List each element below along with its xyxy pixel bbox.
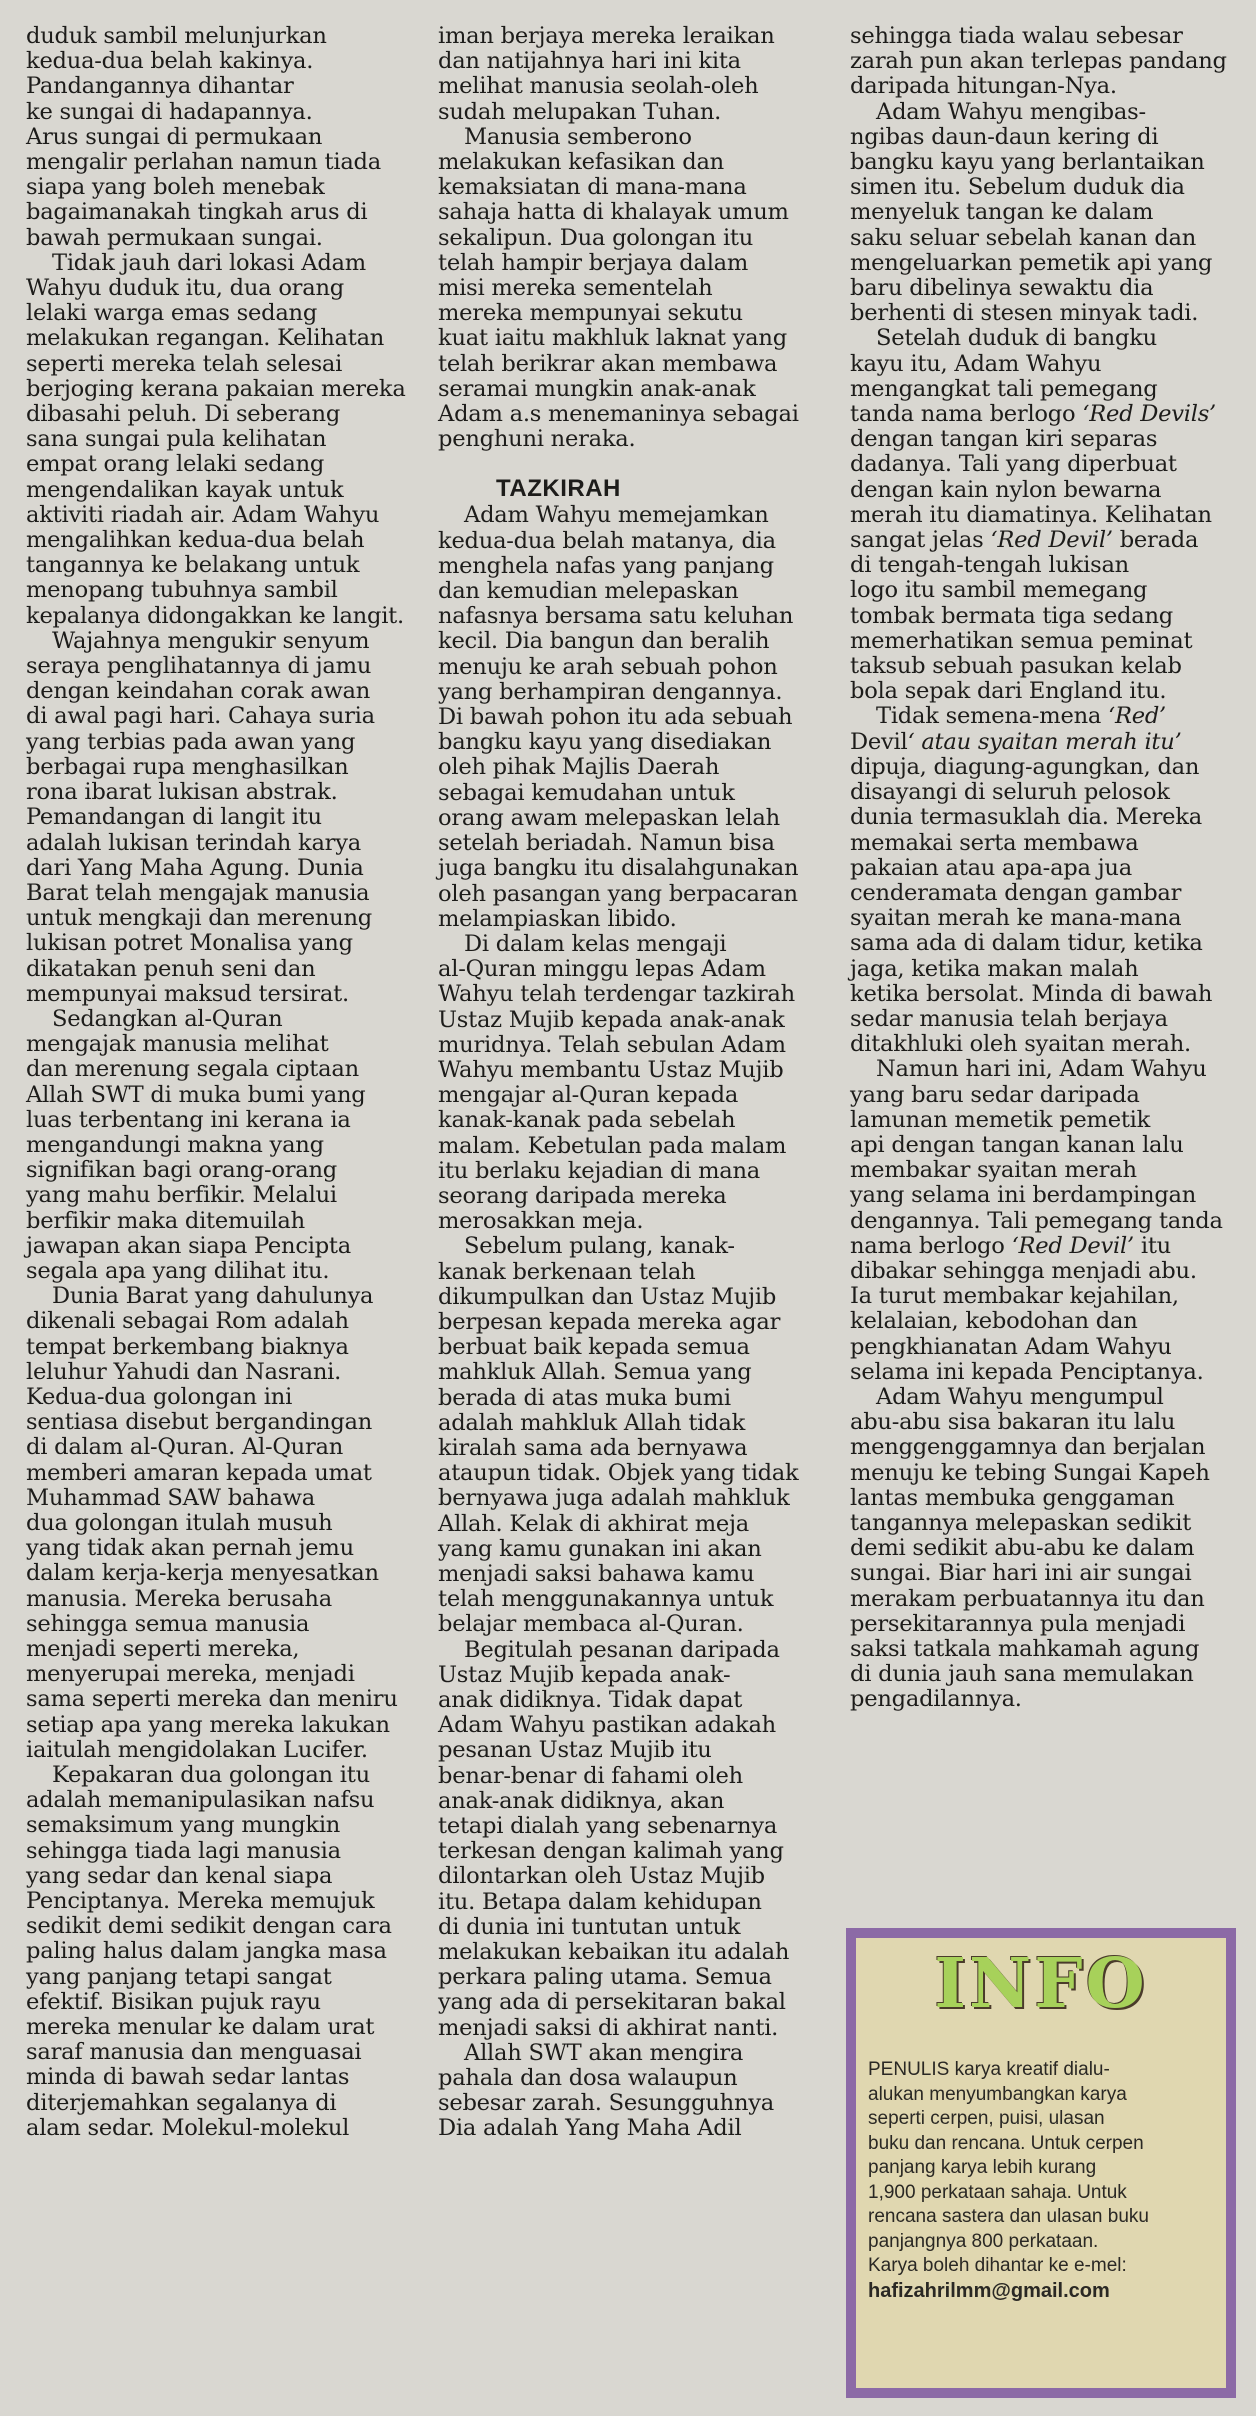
text-line: merakam perbuatannya itu dan	[850, 1585, 1205, 1612]
text-line: berfikir maka ditemuilah	[26, 1207, 305, 1234]
text-line: kedua-dua belah kakinya.	[26, 48, 314, 75]
text-line: zarah pun akan terlepas pandang	[850, 48, 1227, 75]
text-line: kecil. Dia bangun dan beralih	[438, 628, 770, 655]
text-line: anak-anak didiknya, akan	[438, 1787, 725, 1814]
text-line: tetapi dialah yang sebenarnya	[438, 1813, 778, 1840]
info-line: seperti cerpen, puisi, ulasan	[868, 2108, 1105, 2129]
text-line: Wahyu telah terdengar tazkirah	[438, 981, 795, 1008]
text-line: Sebelum pulang, kanak-	[464, 1233, 735, 1260]
text-line: ditakhluki oleh syaitan merah.	[850, 1031, 1191, 1058]
text-line: lelaki warga emas sedang	[26, 300, 318, 327]
text-line: melampiaskan libido.	[438, 905, 677, 932]
text-line: telah hampir berjaya dalam	[438, 249, 749, 276]
text-line: mereka menular ke dalam urat	[26, 2014, 375, 2041]
text-line: Allah SWT di muka bumi yang	[26, 1081, 366, 1108]
text-line: menuju ke arah sebuah pohon	[438, 653, 778, 680]
text-line: bawah permukaan sungai.	[26, 224, 323, 251]
text-line: persekitarannya pula menjadi	[850, 1610, 1186, 1637]
text-line: dikumpulkan dan Ustaz Mujib	[438, 1283, 777, 1310]
text-line: memerhatikan semua peminat	[850, 627, 1193, 654]
text-line: bangku kayu yang berlantaikan	[850, 149, 1205, 176]
text-line: telah berikrar akan membawa	[438, 350, 778, 377]
text-line: pengkhianatan Adam Wahyu	[850, 1333, 1172, 1360]
text-line: yang sedar dan kenal siapa	[26, 1862, 333, 1889]
text-line: tanda nama berlogo ‘Red Devils’	[850, 401, 1216, 428]
text-line: mengalir perlahan namun tiada	[26, 149, 381, 176]
column-2-bottom	[438, 503, 804, 2141]
text-line: muridnya. Telah sebulan Adam	[438, 1031, 786, 1058]
text-line: melakukan regangan. Kelihatan	[26, 325, 385, 352]
text-line: menuju ke tebing Sungai Kapeh	[850, 1459, 1210, 1486]
text-line: merah itu diamatinya. Kelihatan	[850, 501, 1212, 528]
text-line: adalah memanipulasikan nafsu	[26, 1787, 375, 1814]
text-line: seperti mereka telah selesai	[26, 350, 343, 377]
text-line: Di dalam kelas mengaji	[464, 930, 727, 957]
text-line: pesanan Ustaz Mujib itu	[438, 1737, 712, 1764]
text-line: adalah lukisan terindah karya	[26, 829, 361, 856]
text-line: mengajak manusia melihat	[26, 1031, 329, 1058]
article-column-1	[26, 23, 406, 2141]
text-line: itu berlaku kejadian di mana	[438, 1157, 761, 1184]
text-line: merosakkan meja.	[438, 1208, 644, 1235]
text-line: sehingga tiada lagi manusia	[26, 1837, 341, 1864]
text-line: nama berlogo ‘Red Devil’ itu	[850, 1232, 1171, 1259]
text-line: membakar syaitan merah	[850, 1157, 1137, 1184]
text-line: cenderamata dengan gambar	[850, 879, 1182, 906]
text-line: Namun hari ini, Adam Wahyu	[876, 1056, 1207, 1083]
text-line: Manusia semberono	[464, 123, 692, 150]
text-line: rona ibarat lukisan abstrak.	[26, 779, 338, 806]
text-line: dan kemudian melepaskan	[438, 578, 739, 605]
text-line: kanak berkenaan telah	[438, 1258, 696, 1285]
text-line: menjadi seperti mereka,	[26, 1636, 300, 1662]
text-line: alam sedar. Molekul-molekul	[26, 2114, 350, 2141]
paragraph	[850, 704, 1230, 1057]
text-line: Dunia Barat yang dahulunya	[52, 1283, 374, 1310]
text-line: semaksimum yang mungkin	[26, 1812, 341, 1839]
text-line: Adam Wahyu pastikan adakah	[438, 1712, 776, 1739]
text-line: benar-benar di fahami oleh	[438, 1762, 743, 1789]
text-line: yang panjang tetapi sangat	[26, 1963, 332, 1990]
text-line: Tidak jauh dari lokasi Adam	[52, 249, 366, 276]
text-line: kuat iaitu makhluk laknat yang	[438, 325, 787, 352]
text-line: tombak bermata tiga sedang	[850, 602, 1174, 629]
text-line: duduk sambil melunjurkan	[26, 23, 327, 49]
text-line: saraf manusia dan menguasai	[26, 2039, 362, 2066]
text-line: ketika bersolat. Minda di bawah	[850, 980, 1213, 1007]
text-line: belajar membaca al-Quran.	[438, 1611, 744, 1638]
text-line: yang kamu gunakan ini akan	[438, 1535, 762, 1562]
text-line: mengangkat tali pemegang	[850, 375, 1158, 402]
text-line: tempat berkembang biaknya	[26, 1333, 349, 1360]
text-line: dari Yang Maha Agung. Dunia	[26, 854, 364, 881]
text-line: ngibas daun-daun kering di	[850, 123, 1159, 150]
info-title: INFO	[934, 1944, 1148, 2024]
text-line: berada di atas muka bumi	[438, 1384, 731, 1411]
text-line: baru dibelinya sewaktu dia	[850, 275, 1154, 302]
text-line: berpesan kepada mereka agar	[438, 1308, 781, 1335]
text-line: penghuni neraka.	[438, 426, 636, 453]
text-line: dalam kerja-kerja menyesatkan	[26, 1560, 379, 1587]
text-line: mengendalikan kayak untuk	[26, 476, 344, 503]
info-line: panjangnya 800 perkataan.	[868, 2230, 1099, 2252]
text-line: lamunan memetik pemetik	[850, 1106, 1151, 1133]
text-line: oleh pasangan yang berpacaran	[438, 880, 798, 907]
text-line: minda di bawah sedar lantas	[26, 2064, 350, 2091]
text-line: sehingga tiada walau sebesar	[850, 23, 1183, 49]
text-line: pakaian atau apa-apa jua	[850, 854, 1132, 881]
text-line: siapa yang boleh menebak	[26, 174, 325, 201]
text-line: efektif. Bisikan pujuk rayu	[26, 1988, 321, 2015]
text-line: sama ada di dalam tidur, ketika	[850, 930, 1203, 957]
text-line: berjoging kerana pakaian mereka	[26, 375, 406, 402]
text-line: jawapan akan siapa Pencipta	[26, 1232, 351, 1259]
paragraph	[850, 24, 1230, 100]
text-line: sebagai kemudahan untuk	[438, 779, 735, 806]
text-line: mengalihkan kedua-dua belah	[26, 527, 365, 554]
text-line: saksi tatkala mahkamah agung	[850, 1636, 1200, 1662]
column-2-top	[438, 24, 804, 452]
text-line: sekalipun. Dua golongan itu	[438, 224, 754, 251]
text-line: iman berjaya mereka leraikan	[438, 23, 775, 49]
info-line: alukan menyumbangkan karya	[868, 2083, 1127, 2105]
text-line: aktiviti riadah air. Adam Wahyu	[26, 501, 380, 528]
text-line: segala apa yang dilihat itu.	[26, 1257, 330, 1284]
text-line: yang ada di persekitaran bakal	[438, 1989, 786, 2016]
text-line: kayu itu, Adam Wahyu	[850, 350, 1102, 377]
paragraph	[26, 1007, 398, 1284]
text-line: Ustaz Mujib kepada anak-anak	[438, 1006, 785, 1033]
text-line: malam. Kebetulan pada malam	[438, 1132, 787, 1159]
text-line: menyerupai mereka, menjadi	[26, 1661, 355, 1688]
text-line: Adam Wahyu memejamkan	[464, 502, 769, 529]
text-line: Adam a.s menemaninya sebagai	[438, 401, 799, 428]
text-line: simen itu. Sebelum duduk dia	[850, 174, 1185, 201]
paragraph	[26, 629, 398, 1007]
text-line: sedar manusia telah berjaya	[850, 1005, 1168, 1032]
paragraph	[26, 1763, 398, 2141]
text-line: di dunia jauh sana memulakan	[850, 1661, 1194, 1688]
text-line: itu. Betapa dalam kehidupan	[438, 1888, 762, 1915]
text-line: syaitan merah ke mana-mana	[850, 905, 1182, 932]
text-line: Kepakaran dua golongan itu	[52, 1762, 370, 1789]
text-line: dua golongan itulah musuh	[26, 1509, 333, 1536]
info-line: rencana sastera dan ulasan buku	[868, 2206, 1149, 2227]
text-line: menopang tubuhnya sambil	[26, 577, 338, 604]
text-line: di tengah-tengah lukisan	[850, 552, 1129, 579]
text-line: misi mereka sementelah	[438, 275, 713, 302]
text-line: memakai serta membawa	[850, 829, 1139, 856]
text-line: signifikan bagi orang-orang	[26, 1157, 338, 1184]
text-line: setiap apa yang mereka lakukan	[26, 1711, 390, 1738]
paragraph	[438, 932, 804, 1234]
text-line: yang berhampiran dengannya.	[438, 678, 783, 705]
text-line: dibasahi peluh. Di seberang	[26, 401, 341, 428]
text-line: dan natijahnya hari ini kita	[438, 48, 741, 75]
text-line: api dengan tangan kanan lalu	[850, 1131, 1184, 1158]
paragraph	[850, 1385, 1230, 1713]
text-line: telah menggunakannya untuk	[438, 1586, 774, 1613]
text-line: dikenali sebagai Rom adalah	[26, 1308, 349, 1335]
text-line: tangannya ke belakang untuk	[26, 552, 360, 579]
text-line: Pemandangan di langit itu	[26, 804, 322, 831]
text-line: paling halus dalam jangka masa	[26, 1938, 387, 1965]
text-line: Di bawah pohon itu ada sebuah	[438, 704, 793, 731]
text-line: berhenti di stesen minyak tadi.	[850, 300, 1199, 327]
text-line: menjadi saksi bahawa kamu	[438, 1560, 755, 1587]
text-line: Pandangannya dihantar	[26, 73, 294, 100]
text-line: dan merenung segala ciptaan	[26, 1056, 359, 1083]
text-line: sungai. Biar hari ini air sungai	[850, 1560, 1192, 1587]
text-line: lukisan potret Monalisa yang	[26, 930, 353, 957]
text-line: disayangi di seluruh pelosok	[850, 779, 1170, 806]
info-box-inner	[856, 1938, 1226, 2388]
text-line: manusia. Mereka berusaha	[26, 1585, 332, 1612]
section-subheading: TAZKIRAH	[496, 475, 621, 503]
paragraph	[850, 1057, 1230, 1385]
text-line: yang tidak akan pernah jemu	[26, 1535, 354, 1562]
text-line: Kedua-dua golongan ini	[26, 1383, 293, 1410]
text-line: kepalanya didongakkan ke langit.	[26, 602, 404, 629]
info-body	[868, 2058, 1212, 2303]
text-line: diterjemahkan segalanya di	[26, 2089, 337, 2116]
text-line: leluhur Yahudi dan Nasrani.	[26, 1358, 342, 1385]
text-line: mengeluarkan pemetik api yang	[850, 249, 1213, 276]
text-line: Wahyu membantu Ustaz Mujib	[438, 1056, 784, 1083]
text-line: setelah beriadah. Namun bisa	[438, 830, 775, 857]
text-line: demi sedikit abu-abu ke dalam	[850, 1535, 1195, 1562]
text-line: Wajahnya mengukir senyum	[52, 627, 370, 654]
text-line: orang awam melepaskan lelah	[438, 804, 780, 831]
text-line: Setelah duduk di bangku	[876, 325, 1157, 352]
text-line: dilontarkan oleh Ustaz Mujib	[438, 1863, 765, 1890]
text-line: menjadi saksi di akhirat nanti.	[438, 2014, 779, 2041]
text-line: Arus sungai di permukaan	[26, 123, 323, 150]
text-line: Tidak semena-mena ‘Red’	[876, 703, 1166, 730]
text-line: seramai mungkin anak-anak	[438, 375, 756, 402]
paragraph	[438, 24, 804, 125]
text-line: memberi amaran kepada umat	[26, 1459, 372, 1486]
text-line: kemaksiatan di mana-mana	[438, 174, 747, 201]
text-line: empat orang lelaki sedang	[26, 451, 325, 478]
text-line: sangat jelas ‘Red Devil’ berada	[850, 527, 1199, 554]
text-line: yang mahu berfikir. Melalui	[26, 1182, 337, 1209]
text-line: berbagai rupa menghasilkan	[26, 753, 349, 780]
text-line: bernyawa juga adalah mahkluk	[438, 1485, 790, 1512]
text-line: selama ini kepada Penciptanya.	[850, 1358, 1204, 1385]
text-line: ke sungai di hadapannya.	[26, 98, 313, 125]
text-line: sama seperti mereka dan meniru	[26, 1686, 398, 1713]
text-line: di dunia ini tuntutan untuk	[438, 1913, 741, 1940]
text-line: oleh pihak Majlis Daerah	[438, 754, 720, 781]
text-line: Adam Wahyu mengumpul	[876, 1383, 1164, 1410]
text-line: saku seluar sebelah kanan dan	[850, 224, 1197, 251]
text-line: bangku kayu yang disediakan	[438, 729, 772, 756]
paragraph	[438, 2041, 804, 2142]
text-line: melihat manusia seolah-oleh	[438, 73, 759, 100]
info-line: Karya boleh dihantar ke e-mel:	[868, 2255, 1127, 2276]
paragraph	[26, 249, 406, 629]
text-line: logo itu sambil memegang	[850, 577, 1148, 604]
text-line: abu-abu sisa bakaran itu lalu	[850, 1409, 1176, 1436]
text-line: Ustaz Mujib kepada anak-	[438, 1661, 731, 1688]
info-line: panjang karya lebih kurang	[868, 2157, 1097, 2178]
text-line: nafasnya bersama satu keluhan	[438, 603, 794, 630]
text-line: yang terbias pada awan yang	[26, 728, 356, 755]
text-line: melakukan kebaikan itu adalah	[438, 1939, 790, 1966]
text-line: dadanya. Tali yang diperbuat	[850, 451, 1177, 478]
text-line: iaitulah mengidolakan Lucifer.	[26, 1736, 368, 1763]
paragraph	[26, 24, 398, 251]
text-line: daripada hitungan-Nya.	[850, 73, 1117, 100]
info-line: 1,900 perkataan sahaja. Untuk	[868, 2181, 1127, 2203]
text-line: sentiasa disebut bergandingan	[26, 1409, 373, 1436]
text-line: sehingga semua manusia	[26, 1610, 310, 1637]
text-line: Muhammad SAW bahawa	[26, 1484, 315, 1511]
text-line: di awal pagi hari. Cahaya suria	[26, 703, 375, 730]
text-line: mengandungi makna yang	[26, 1131, 324, 1158]
text-line: sedikit demi sedikit dengan cara	[26, 1913, 392, 1940]
text-line: melakukan kefasikan dan	[438, 149, 724, 176]
text-line: Sedangkan al-Quran	[52, 1005, 283, 1032]
text-line: dibakar sehingga menjadi abu.	[850, 1257, 1197, 1284]
text-line: Adam Wahyu mengibas-	[876, 98, 1146, 125]
text-line: ataupun tidak. Objek yang tidak	[438, 1460, 799, 1487]
text-line: dengan tangan kiri separas	[850, 426, 1158, 453]
text-line: menggenggamnya dan berjalan	[850, 1434, 1206, 1461]
paragraph	[850, 326, 1230, 704]
paragraph	[438, 503, 804, 931]
text-line: kanak-kanak pada sebelah	[438, 1107, 736, 1134]
text-line: kedua-dua belah matanya, dia	[438, 527, 776, 554]
text-line: kiralah sama ada bernyawa	[438, 1434, 748, 1461]
text-line: dipuja, diagung-agungkan, dan	[850, 753, 1200, 780]
text-line: Wahyu duduk itu, dua orang	[26, 275, 344, 302]
article-column-2	[438, 24, 804, 2142]
text-line: dikatakan penuh seni dan	[26, 955, 316, 982]
text-line: menghela nafas yang panjang	[438, 552, 774, 579]
text-line: dengannya. Tali pemegang tanda	[850, 1207, 1223, 1234]
text-line: mengajar al-Quran kepada	[438, 1082, 739, 1109]
text-line: mempunyai maksud tersirat.	[26, 980, 349, 1007]
text-line: mahkluk Allah. Semua yang	[438, 1359, 752, 1386]
text-line: Ia turut membakar kejahilan,	[850, 1283, 1179, 1310]
text-line: sudah melupakan Tuhan.	[438, 98, 722, 125]
text-line: yang baru sedar daripada	[850, 1081, 1140, 1108]
paragraph	[438, 125, 804, 453]
text-line: seraya penglihatannya di jamu	[26, 653, 372, 680]
text-line: untuk mengkaji dan merenung	[26, 905, 372, 932]
text-line: sebesar zarah. Sesungguhnya	[438, 2090, 775, 2117]
text-line: jaga, ketika makan malah	[850, 955, 1139, 982]
text-line: dengan keindahan corak awan	[26, 678, 371, 705]
text-line: adalah mahkluk Allah tidak	[438, 1409, 746, 1436]
text-line: Dia adalah Yang Maha Adil	[438, 2115, 742, 2142]
text-line: pengadilannya.	[850, 1686, 1022, 1713]
text-line: bagaimanakah tingkah arus di	[26, 199, 368, 226]
text-line: sana sungai pula kelihatan	[26, 426, 327, 453]
paragraph	[26, 1284, 398, 1763]
text-line: Allah. Kelak di akhirat meja	[438, 1510, 749, 1537]
text-line: pahala dan dosa walaupun	[438, 2065, 738, 2092]
text-line: dunia termasuklah dia. Mereka	[850, 804, 1202, 831]
paragraph	[438, 1638, 804, 2041]
paragraph	[850, 100, 1230, 327]
text-line: berbuat baik kepada semua	[438, 1334, 750, 1361]
article-column-3	[850, 24, 1230, 1713]
text-line: al-Quran minggu lepas Adam	[438, 956, 766, 983]
text-line: sahaja hatta di khalayak umum	[438, 199, 789, 226]
text-line: juga bangku itu disalahgunakan	[438, 855, 799, 882]
info-text	[868, 2058, 1212, 2279]
text-line: Devil‘ atau syaitan merah itu’	[850, 728, 1182, 755]
text-line: kelalaian, kebodohan dan	[850, 1308, 1138, 1335]
text-line: lantas membuka genggaman	[850, 1484, 1175, 1511]
text-line: dengan kain nylon bewarna	[850, 476, 1162, 503]
text-line: Penciptanya. Mereka memujuk	[26, 1888, 375, 1915]
text-line: luas terbentang ini kerana ia	[26, 1106, 351, 1133]
info-line: PENULIS karya kreatif dialu-	[868, 2059, 1110, 2080]
text-line: di dalam al-Quran. Al-Quran	[26, 1434, 344, 1461]
text-line: Barat telah mengajak manusia	[26, 879, 370, 906]
text-line: taksub sebuah pasukan kelab	[850, 653, 1182, 680]
text-line: yang selama ini berdampingan	[850, 1182, 1197, 1209]
text-line: Begitulah pesanan daripada	[464, 1636, 780, 1663]
info-email-link[interactable]: hafizahrilmm@gmail.com	[868, 2279, 1110, 2302]
text-line: anak didiknya. Tidak dapat	[438, 1687, 743, 1713]
paragraph	[438, 1234, 804, 1637]
text-line: Allah SWT akan mengira	[464, 2039, 744, 2066]
text-line: terkesan dengan kalimah yang	[438, 1838, 784, 1865]
info-line: buku dan rencana. Untuk cerpen	[868, 2132, 1144, 2154]
text-line: mereka mempunyai sekutu	[438, 300, 743, 327]
text-line: menyeluk tangan ke dalam	[850, 199, 1154, 226]
text-line: seorang daripada mereka	[438, 1182, 727, 1209]
text-line: perkara paling utama. Semua	[438, 1964, 772, 1991]
text-line: bola sepak dari England itu.	[850, 678, 1167, 705]
info-box	[846, 1928, 1236, 2398]
text-line: tangannya melepaskan sedikit	[850, 1509, 1192, 1536]
